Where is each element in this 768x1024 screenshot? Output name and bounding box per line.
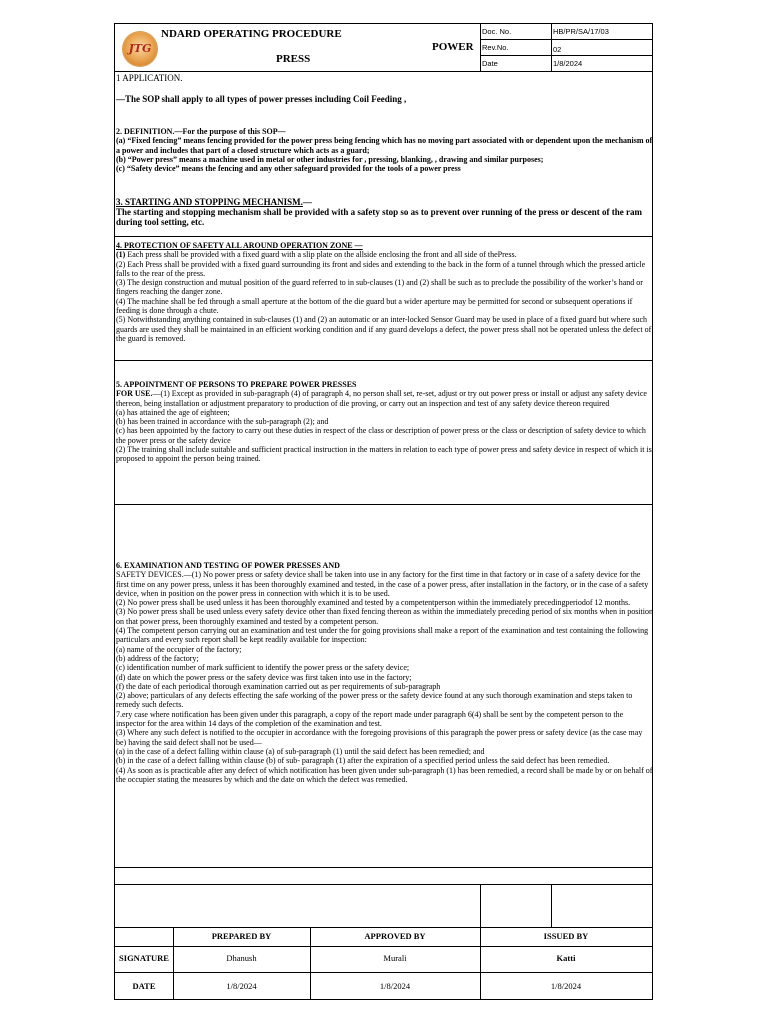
appointment-c: (c) has been appointed by the factory to carry out these duties in respect of the class or description of power press or the class or description of safety device to which the power press or the safety device — [116, 426, 646, 445]
section-heading: 6. EXAMINATION AND TESTING OF POWER PRESSES AND — [116, 561, 340, 570]
date-label: Date — [482, 59, 498, 68]
appointment-clause-2: (2) The training shall include suitable and sufficient practical instruction in the matters in relation to each type of power press and safety device in respect of which it is proposed to appoint the person being trained. — [116, 445, 652, 464]
exam-line: (c) identification number of mark sufficient to identify the power press or the safety device; — [116, 663, 410, 673]
doc-title-power: POWER — [432, 41, 474, 53]
date-value: 1/8/2024 — [553, 59, 583, 68]
logo-lettering: JTG — [128, 42, 152, 55]
for-use-label: FOR USE. — [116, 389, 153, 399]
prepared-date: 1/8/2024 — [226, 981, 257, 991]
exam-line: 7.ery case where notification has been given under this paragraph, a copy of the report made under paragraph 6(4) shall be sent by the competent person to the inspector for the area within 14 days of the completion of the examination and test. — [116, 709, 624, 729]
protection-clause-2: (2) Each Press shall be provided with a fixed guard surrounding its front and sides and extending to the back in the form of a tunnel through which the pressed article falls to the rear of the press. — [116, 259, 646, 278]
exam-line: (4) The competent person carrying out an examination and test under the for going provisions shall make a report of the examination and test containing the following particulars and every such report shall be kept readily available for inspection: — [116, 626, 649, 645]
exam-line: (a) name of the occupier of the factory; — [116, 644, 242, 654]
protection-clause-5: (5) Notwithstanding anything contained in sub-clauses (1) and (2) an automatic or an inter-locked Sensor Guard may be used in place of a fixed guard but where such guards are used they shall be maintained in an efficient working condition and if any guard develops a defect, the power press shall not be operated unless the defect of the guard is removed. — [116, 315, 652, 343]
exam-line: (4) As soon as is practicable after any defect of which notification has been given under sub-paragraph (1) has been remedied, a record shall be made by or on behalf of the occupier stating the measures by which and the date on which the defect was remedied. — [116, 765, 653, 784]
section-definition — [116, 127, 653, 173]
exam-line: (b) address of the factory; — [116, 653, 199, 663]
starting-stopping-text: The starting and stopping mechanism shall be provided with a safety stop so as to prevent over running of the press or descent of the ram during tool setting, etc. — [116, 207, 642, 228]
exam-line: (2) No power press shall be used unless it has been thoroughly examined and tested by a competentperson within the immediately precedingperiodof 12 months. — [116, 598, 631, 608]
definition-a: (a) “Fixed fencing” means fencing provided for the power press being fencing which has no moving part associated with or dependent upon the mechanism of a power and includes that part of a closed structure which acts as a guard; — [116, 136, 653, 155]
exam-line: SAFETY DEVICES.—(1) No power press or safety device shall be taken into use in any factory for the first time in that factory or in case of a safety device for the first time on any power press, unless it has been thoroughly examined and tested, in the case of a power press, after installation in the factory, or in the case of a safety device, when in position on the power press in connection with which it is to be used. — [116, 570, 649, 598]
clause-number: (1) — [116, 250, 126, 260]
exam-line: (d) date on which the power press or the safety device was first taken into use in the factory; — [116, 672, 412, 682]
section-starting-stopping — [116, 198, 653, 227]
rev-no-label: Rev.No. — [482, 43, 509, 52]
prepared-by-header: PREPARED BY — [211, 931, 272, 941]
rev-no-value: 02 — [553, 45, 562, 54]
doc-title-line2: PRESS — [276, 53, 311, 65]
appointment-clause-1: —(1) Except as provided in sub-paragraph (4) of paragraph 4, no person shall set, re-set, adjust or try out power press or install or adjust any safety device thereon, being installation or adjustment preparatory to production of die proving, or carry out an inspection and test of any safety device thereon required — [116, 389, 647, 408]
application-text: —The SOP shall apply to all types of power presses including Coil Feeding , — [116, 94, 407, 105]
section-protection — [116, 241, 653, 343]
issued-by-name: Katti — [556, 953, 576, 963]
protection-clause-1: Each press shall be provided with a fixed guard with a slip plate on the allside enclosing the front and all side of thePress. — [125, 250, 517, 260]
sop-document — [114, 23, 653, 1000]
section-application — [116, 74, 653, 105]
section-examination — [116, 561, 653, 784]
issued-date: 1/8/2024 — [550, 981, 582, 991]
company-logo — [123, 32, 157, 66]
approved-by-name: Murali — [383, 953, 407, 963]
date-row-label: DATE — [132, 981, 156, 991]
approved-date: 1/8/2024 — [379, 981, 411, 991]
section-heading: 5. APPOINTMENT OF PERSONS TO PREPARE POWER PRESSES — [116, 380, 357, 389]
section-heading: 3. STARTING AND STOPPING MECHANISM. — [116, 197, 303, 207]
approved-by-header: APPROVED BY — [364, 931, 426, 941]
prepared-by-name: Dhanush — [226, 953, 257, 963]
definition-c: (c) “Safety device” means the fencing and any other safeguard provided for the tools of a power press — [116, 164, 461, 174]
definition-b: (b) “Power press” means a machine used in metal or other industries for , pressing, blanking, , drawing and similar purposes; — [116, 154, 544, 164]
issued-by-header: ISSUED BY — [543, 931, 589, 941]
appointment-b: (b) has been trained in accordance with the sub-paragraph (2); and — [116, 417, 329, 427]
doc-title-line1: NDARD OPERATING PROCEDURE — [161, 28, 342, 40]
section-heading: 2. DEFINITION.—For the purpose of this SOP— — [116, 127, 286, 136]
section-heading: 1 APPLICATION. — [116, 73, 183, 83]
exam-line: (a) in the case of a defect falling within clause (a) of sub-paragraph (1) until the said defect has been remedied; and — [116, 746, 485, 756]
signature-label: SIGNATURE — [119, 953, 169, 963]
protection-clause-3: (3) The design construction and mutual position of the guard referred to in sub-clauses (1) and (2) shall be such as to preclude the possibility of the worker’s hand or fingers reaching the danger zone. — [116, 278, 643, 297]
exam-line: (f) the date of each periodical thorough examination carried out as per requirements of sub-paragraph — [116, 681, 441, 691]
protection-clause-4: (4) The machine shall be fed through a small aperture at the bottom of the die guard but a wider aperture may be permitted for second or subsequent operations if feeding is done through a chute. — [116, 296, 633, 316]
doc-no-value: HB/PR/SA/17/03 — [553, 27, 609, 36]
exam-line: (2) above; particulars of any defects effecting the safe working of the power press or the safety device found at any such thorough examination and steps taken to remedy such defects. — [116, 691, 633, 710]
doc-no-label: Doc. No. — [482, 27, 512, 36]
appointment-a: (a) has attained the age of eighteen; — [116, 407, 230, 417]
section-appointment — [116, 380, 653, 464]
exam-line: (3) Where any such defect is notified to the occupier in accordance with the foregoing provisions of this paragraph the power press or safety device (as the case may be) having the said defect shall not be used— — [116, 728, 643, 747]
exam-line: (3) No power press shall be used unless every safety device other than fixed fencing thereon as within the immediately preceding period of six months when in position on that power press, been thoroughly examined and tested by a competent person. — [116, 607, 653, 626]
exam-line: (b) in the case of a defect falling within clause (b) of sub- paragraph (1) after the expiration of a specified period unless the said defect has been remedied. — [116, 756, 610, 766]
heading-dash: — — [302, 197, 312, 207]
section-heading: 4. PROTECTION OF SAFETY ALL AROUND OPERATION ZONE — — [116, 241, 363, 250]
